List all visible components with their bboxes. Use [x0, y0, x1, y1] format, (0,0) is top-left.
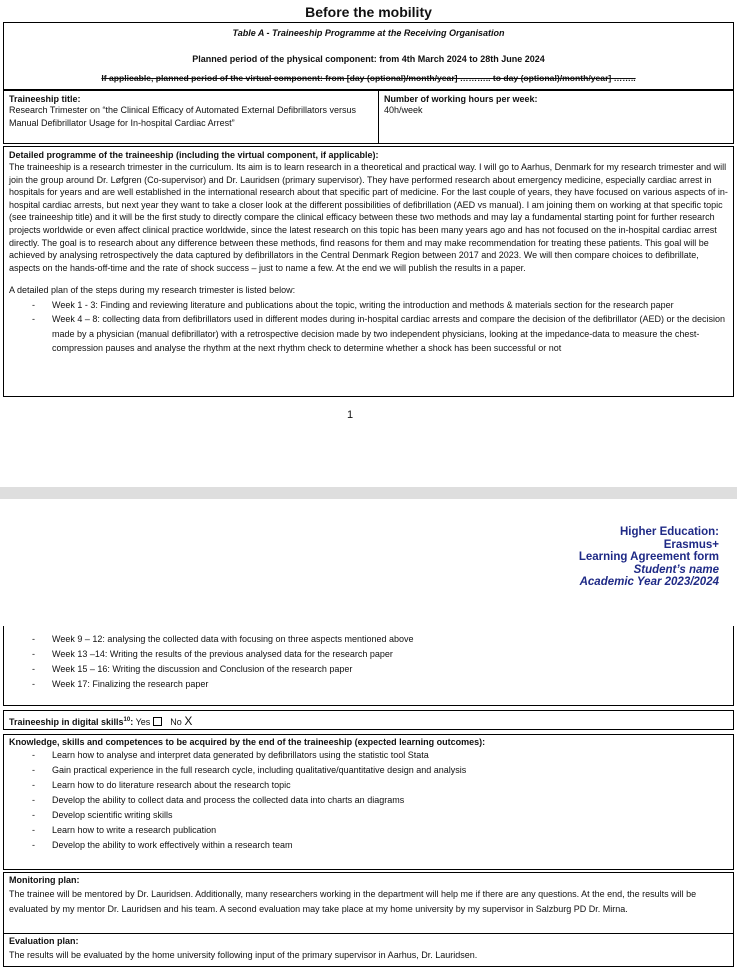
- table-a-header: [3, 22, 734, 90]
- page-number: 1: [346, 409, 354, 421]
- digital-no-mark[interactable]: X: [184, 714, 193, 728]
- list-item: - Week 1 - 3: Finding and reviewing literature and publications about the topic, writing the introduction and methods & materials section for the research paper: [4, 298, 728, 313]
- traineeship-title-cell: [3, 90, 379, 144]
- document-heading: Before the mobility: [305, 4, 432, 20]
- header-line: Student’s name: [633, 563, 719, 576]
- header-line: Erasmus+: [663, 538, 719, 551]
- footnote-ref: 10: [123, 717, 131, 723]
- header-line: Learning Agreement form: [578, 551, 719, 563]
- plan-list-page2: [4, 632, 733, 692]
- traineeship-title-value: Research Trimester on “the Clinical Efficacy of Automated External Defibrillators versus Manual Defibrillator Usage for In-hospital Cardiac Arrest”: [9, 105, 356, 128]
- page-separator: [0, 487, 737, 499]
- monitoring-plan-cell: [3, 872, 734, 934]
- list-item: - Learn how to analyse and interpret data generated by defibrillators using the statistic tool Stata: [4, 748, 728, 763]
- planned-period: Planned period of the physical component: from 4th March 2024 to 28th June 2024: [192, 54, 545, 64]
- list-item: - Week 17: Finalizing the research paper: [4, 677, 733, 692]
- plan-intro: A detailed plan of the steps during my research trimester is listed below:: [9, 285, 296, 296]
- list-item: - Develop the ability to work effectively within a research team: [4, 838, 728, 853]
- working-hours-cell: [378, 90, 734, 144]
- list-item: - Develop the ability to collect data and process the collected data into charts an diagrams: [4, 793, 728, 808]
- header-line: Academic Year 2023/2024: [579, 576, 719, 588]
- evaluation-plan-label: Evaluation plan:: [9, 936, 79, 946]
- digital-yes-checkbox[interactable]: [153, 717, 162, 726]
- virtual-period: If applicable, planned period of the virtual component: from [day (optional)/month/year] ……….. to day (optional)/month/year] ……..: [101, 73, 636, 83]
- list-item: - Week 13 –14: Writing the results of the previous analysed data for the research paper: [4, 647, 733, 662]
- digital-no-label: No: [170, 717, 182, 727]
- learning-outcomes-cell: [3, 734, 734, 870]
- header-line: Higher Education:: [619, 526, 719, 538]
- programme-label: Detailed programme of the traineeship (including the virtual component, if applicable):: [9, 150, 379, 160]
- monitoring-plan-label: Monitoring plan:: [9, 875, 80, 885]
- learning-outcomes-list: [4, 748, 728, 853]
- digital-skills-cell: Traineeship in digital skills$^{10}$: Yes No X: [3, 710, 734, 730]
- evaluation-plan-text: The results will be evaluated by the home university following input of the primary supervisor in Aarhus, Dr. Lauridsen.: [9, 950, 478, 960]
- list-item: - Develop scientific writing skills: [4, 808, 728, 823]
- digital-yes-label: Yes: [135, 717, 151, 727]
- monitoring-plan-text: The trainee will be mentored by Dr. Lauridsen. Additionally, many researchers working in the department will help me if there are any questions. At the end, the results will be evaluated by my mentor Dr. Lauridsen and his team. A second evaluation may take place at my home university by my supervisor in Salzburg PD Dr. Mirna.: [9, 889, 697, 914]
- working-hours-value: 40h/week: [384, 105, 423, 115]
- traineeship-title-label: Traineeship title:: [9, 94, 81, 104]
- working-hours-label: Number of working hours per week:: [384, 94, 538, 104]
- plan-continued-cell: [3, 626, 734, 706]
- page-header: [579, 526, 719, 589]
- programme-cell: [3, 146, 734, 397]
- plan-list-page1: [4, 298, 728, 356]
- list-item: - Week 4 – 8: collecting data from defibrillators used in different modes during in-hospital cardiac arrests and compare the decision of the defibrillator (AED) or the decision made by a physician (manual defibrillator) with a retrospective decision made by two independent physicians, looking at the impedance-data to measure the chest-compression pauses and analyse the rhythm at the next rhythm check to determine whether a shock has been successful or not: [4, 312, 728, 356]
- evaluation-plan-cell: [3, 933, 734, 967]
- programme-paragraph: The traineeship is a research trimester in the curriculum. Its aim is to learn research in a theoretical and practical way. I will go to Aarhus, Denmark for my research trimester and will join the group around Dr. Løfgren (Co-supervisor) and Dr. Lauridsen (primary supervisor). They have performed research about emergency medicine, especially cardiac arrest in hospitals for years and are well established in the international research about that specific part of medicine. For the last couple of years, they have focused on various aspects of in-hospital cardiac arrests, but next year they want to take a closer look at the different possibilities of defibrillation (AED vs manual). I am joining them on working at that specific topic (see traineeship title) and it will be the first study to directly compare the clinical efficacy between these two methods and may lay a fundamental starting point for further research projects worldwide or even affect clinical practice worldwide, since the latest research on this topic has been many years ago and has not focused on the in-hospital cardiac arrest directly. The goal is to research about any difference between these methods, find reasons for them and may make recommendation for treating these patients. This goal will be achieved by analysing retrospectively the data captured by defibrillators in the Central Denmark Region between 2017 and 2023. We will then compare choices to defibrillate, aspects on the hands-off-time and the rate of shock success – just to name a few. At the end we will publish the results in a paper.: [9, 162, 728, 273]
- table-title: Table A - Traineeship Programme at the Receiving Organisation: [232, 28, 505, 38]
- list-item: - Gain practical experience in the full research cycle, including qualitative/quantitative design and analysis: [4, 763, 728, 778]
- list-item: - Learn how to write a research publication: [4, 823, 728, 838]
- learning-outcomes-label: Knowledge, skills and competences to be acquired by the end of the traineeship (expected learning outcomes):: [9, 737, 486, 747]
- list-item: - Week 9 – 12: analysing the collected data with focusing on three aspects mentioned above: [4, 632, 733, 647]
- list-item: - Week 15 – 16: Writing the discussion and Conclusion of the research paper: [4, 662, 733, 677]
- list-item: - Learn how to do literature research about the research topic: [4, 778, 728, 793]
- digital-skills-label: Traineeship in digital skills: [9, 717, 124, 727]
